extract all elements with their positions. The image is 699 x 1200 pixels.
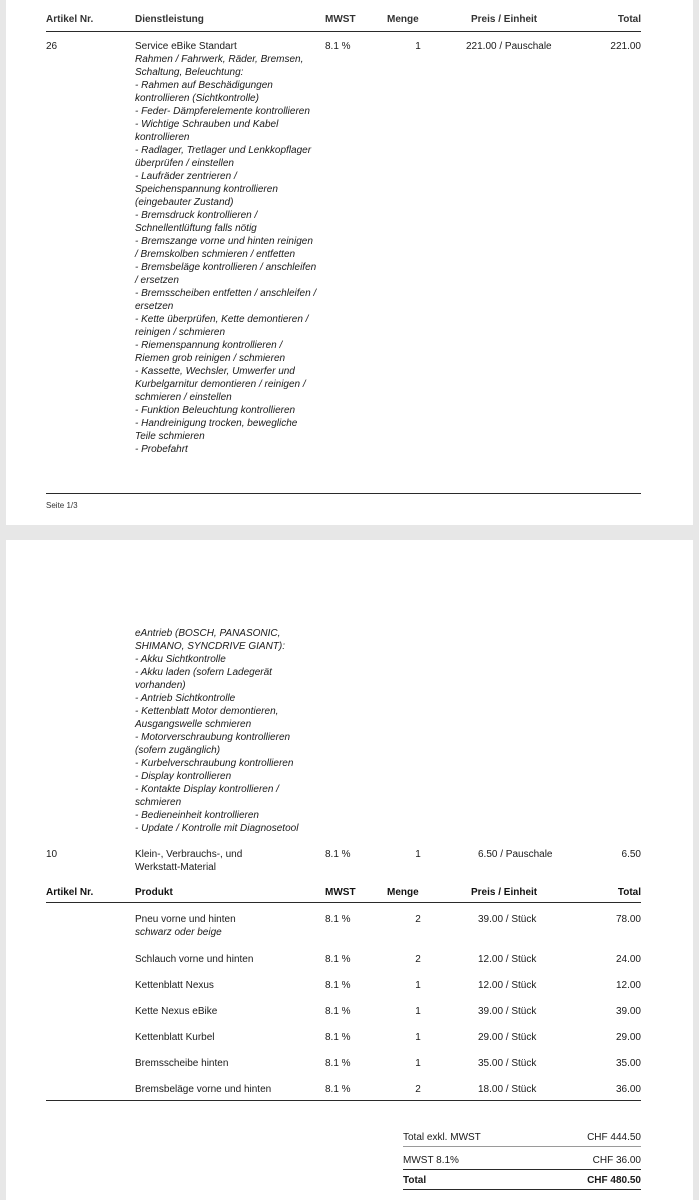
service-continuation-line: eAntrieb (BOSCH, PANASONIC, — [135, 628, 281, 639]
service-detail-line: - Kassette, Wechsler, Umwerfer und — [135, 366, 295, 377]
totals-rule-2 — [403, 1169, 641, 1170]
material-menge: 1 — [415, 849, 421, 860]
service-detail-line: - Riemenspannung kontrollieren / — [135, 340, 283, 351]
col-header-preis: Preis / Einheit — [471, 14, 538, 25]
service-menge: 1 — [415, 41, 421, 52]
service-detail-line: Riemen grob reinigen / schmieren — [135, 353, 286, 364]
product-name: Kette Nexus eBike — [135, 1006, 218, 1017]
product-total: 24.00 — [615, 954, 641, 965]
mwst-label: MWST 8.1% — [403, 1155, 459, 1166]
service-detail-line: Speichenspannung kontrollieren — [135, 184, 278, 195]
product-menge: 2 — [415, 914, 421, 925]
service-mwst: 8.1 % — [325, 41, 351, 52]
service-preis: 221.00 / Pauschale — [466, 41, 552, 52]
service-detail-line: - Funktion Beleuchtung kontrollieren — [135, 405, 296, 416]
totals-rule-1 — [403, 1146, 641, 1147]
service-detail-line: - Rahmen auf Beschädigungen — [135, 80, 273, 91]
service-detail-line: Rahmen / Fahrwerk, Räder, Bremsen, — [135, 54, 304, 65]
totals-rule-3 — [403, 1189, 641, 1190]
prod-header-artikel: Artikel Nr. — [46, 887, 94, 898]
service-title: Service eBike Standart — [135, 41, 237, 52]
product-preis: 29.00 / Stück — [478, 1032, 537, 1043]
product-name: Schlauch vorne und hinten — [135, 954, 254, 965]
service-detail-line: kontrollieren (Sichtkontrolle) — [135, 93, 259, 104]
product-mwst: 8.1 % — [325, 980, 351, 991]
service-continuation-line: vorhanden) — [135, 680, 186, 691]
product-name-cell — [135, 979, 325, 992]
product-name-cell — [135, 1083, 325, 1096]
product-menge: 1 — [415, 1032, 421, 1043]
service-continuation — [135, 627, 335, 835]
product-total: 12.00 — [615, 980, 641, 991]
service-continuation-list — [135, 627, 335, 835]
service-detail-line: (eingebauter Zustand) — [135, 197, 234, 208]
service-continuation-line: - Update / Kontrolle mit Diagnosetool — [135, 823, 299, 834]
service-detail-line: - Feder- Dämpferelemente kontrollieren — [135, 106, 310, 117]
product-name-cell — [135, 913, 325, 939]
service-detail-line: schmieren / einstellen — [135, 392, 232, 403]
prod-header-menge: Menge — [387, 887, 419, 898]
service-detail-line: - Kette überprüfen, Kette demontieren / — [135, 314, 309, 325]
product-preis: 12.00 / Stück — [478, 954, 537, 965]
prod-header-mwst: MWST — [325, 887, 356, 898]
service-detail-line: Teile schmieren — [135, 431, 205, 442]
product-preis: 39.00 / Stück — [478, 914, 537, 925]
product-preis: 12.00 / Stück — [478, 980, 537, 991]
service-detail-line: - Radlager, Tretlager und Lenkkopflager — [135, 145, 312, 156]
material-title-line-1: Klein-, Verbrauchs-, und — [135, 849, 243, 860]
product-total: 29.00 — [615, 1032, 641, 1043]
service-detail-line: Schnellentlüftung falls nötig — [135, 223, 257, 234]
service-continuation-line: Ausgangswelle schmieren — [135, 719, 252, 730]
product-menge: 1 — [415, 1006, 421, 1017]
page-number: Seite 1/3 — [46, 501, 78, 510]
prod-header-preis: Preis / Einheit — [471, 887, 538, 898]
service-continuation-line: - Antrieb Sichtkontrolle — [135, 693, 236, 704]
material-artikel-nr: 10 — [46, 849, 58, 860]
service-total: 221.00 — [610, 41, 641, 52]
product-total: 35.00 — [615, 1058, 641, 1069]
material-title — [135, 848, 242, 874]
product-mwst: 8.1 % — [325, 1006, 351, 1017]
product-name: Bremsscheibe hinten — [135, 1058, 229, 1069]
product-mwst: 8.1 % — [325, 914, 351, 925]
prod-header-produkt: Produkt — [135, 887, 173, 898]
service-continuation-line: schmieren — [135, 797, 182, 808]
service-detail-line: ersetzen — [135, 301, 174, 312]
service-detail-line: / ersetzen — [135, 275, 179, 286]
product-menge: 2 — [415, 1084, 421, 1095]
service-detail-line: - Bremsbeläge kontrollieren / anschleifen — [135, 262, 317, 273]
product-preis: 18.00 / Stück — [478, 1084, 537, 1095]
service-description — [135, 40, 335, 456]
product-mwst: 8.1 % — [325, 1032, 351, 1043]
product-menge: 2 — [415, 954, 421, 965]
product-mwst: 8.1 % — [325, 1084, 351, 1095]
service-continuation-line: - Akku Sichtkontrolle — [135, 654, 226, 665]
service-detail-line: / Bremskolben schmieren / entfetten — [135, 249, 296, 260]
products-header-rule — [46, 902, 641, 903]
service-detail-line: Kurbelgarnitur demontieren / reinigen / — [135, 379, 306, 390]
product-mwst: 8.1 % — [325, 954, 351, 965]
material-title-line-2: Werkstatt-Material — [135, 862, 216, 873]
page1-bottom-rule — [46, 493, 641, 494]
service-continuation-line: - Kontakte Display kontrollieren / — [135, 784, 279, 795]
service-detail-line: - Bremsdruck kontrollieren / — [135, 210, 258, 221]
product-name: Pneu vorne und hinten — [135, 914, 236, 925]
col-header-artikel: Artikel Nr. — [46, 14, 94, 25]
product-preis: 35.00 / Stück — [478, 1058, 537, 1069]
products-bottom-rule — [46, 1100, 641, 1101]
total-exkl-label: Total exkl. MWST — [403, 1132, 481, 1143]
product-name: Kettenblatt Kurbel — [135, 1032, 215, 1043]
material-mwst: 8.1 % — [325, 849, 351, 860]
product-name: Kettenblatt Nexus — [135, 980, 214, 991]
service-continuation-line: - Display kontrollieren — [135, 771, 232, 782]
service-detail-line: - Probefahrt — [135, 444, 188, 455]
prod-header-total: Total — [617, 887, 641, 898]
product-total: 78.00 — [615, 914, 641, 925]
product-total: 39.00 — [615, 1006, 641, 1017]
product-menge: 1 — [415, 1058, 421, 1069]
service-detail-line: - Laufräder zentrieren / — [135, 171, 237, 182]
grand-total-value: CHF 480.50 — [587, 1175, 641, 1186]
product-name-cell — [135, 1031, 325, 1044]
service-detail-line: reinigen / schmieren — [135, 327, 226, 338]
col-header-mwst: MWST — [325, 14, 356, 25]
service-continuation-line: SHIMANO, SYNCDRIVE GIANT): — [135, 641, 286, 652]
service-artikel-nr: 26 — [46, 41, 58, 52]
service-continuation-line: - Kurbelverschraubung kontrollieren — [135, 758, 294, 769]
service-continuation-line: - Akku laden (sofern Ladegerät — [135, 667, 272, 678]
invoice-page-2 — [6, 540, 693, 1200]
product-name-cell — [135, 953, 325, 966]
product-total: 36.00 — [615, 1084, 641, 1095]
service-continuation-line: - Bedieneinheit kontrollieren — [135, 810, 259, 821]
service-detail-line: Schaltung, Beleuchtung: — [135, 67, 244, 78]
service-continuation-line: (sofern zugänglich) — [135, 745, 221, 756]
service-detail-line: überprüfen / einstellen — [135, 158, 234, 169]
service-detail-line: - Wichtige Schrauben und Kabel — [135, 119, 279, 130]
product-name-cell — [135, 1057, 325, 1070]
grand-total-label: Total — [403, 1175, 427, 1186]
service-detail-line: - Handreinigung trocken, bewegliche — [135, 418, 298, 429]
total-exkl-value: CHF 444.50 — [587, 1132, 641, 1143]
material-total: 6.50 — [621, 849, 641, 860]
product-preis: 39.00 / Stück — [478, 1006, 537, 1017]
product-name: Bremsbeläge vorne und hinten — [135, 1084, 272, 1095]
product-menge: 1 — [415, 980, 421, 991]
service-detail-line: - Bremsscheiben entfetten / anschleifen / — [135, 288, 317, 299]
service-detail-line: - Bremszange vorne und hinten reinigen — [135, 236, 313, 247]
service-continuation-line: - Kettenblatt Motor demontieren, — [135, 706, 279, 717]
product-name-cell — [135, 1005, 325, 1018]
service-detail-line: kontrollieren — [135, 132, 190, 143]
invoice-page-1 — [6, 0, 693, 525]
service-details-list — [135, 53, 335, 456]
material-preis: 6.50 / Pauschale — [478, 849, 553, 860]
col-header-menge: Menge — [387, 14, 419, 25]
col-header-total: Total — [617, 14, 641, 25]
product-variant: schwarz oder beige — [135, 927, 222, 938]
header-rule — [46, 31, 641, 32]
col-header-dienstleistung: Dienstleistung — [135, 14, 204, 25]
product-mwst: 8.1 % — [325, 1058, 351, 1069]
service-continuation-line: - Motorverschraubung kontrollieren — [135, 732, 291, 743]
mwst-value: CHF 36.00 — [592, 1155, 641, 1166]
